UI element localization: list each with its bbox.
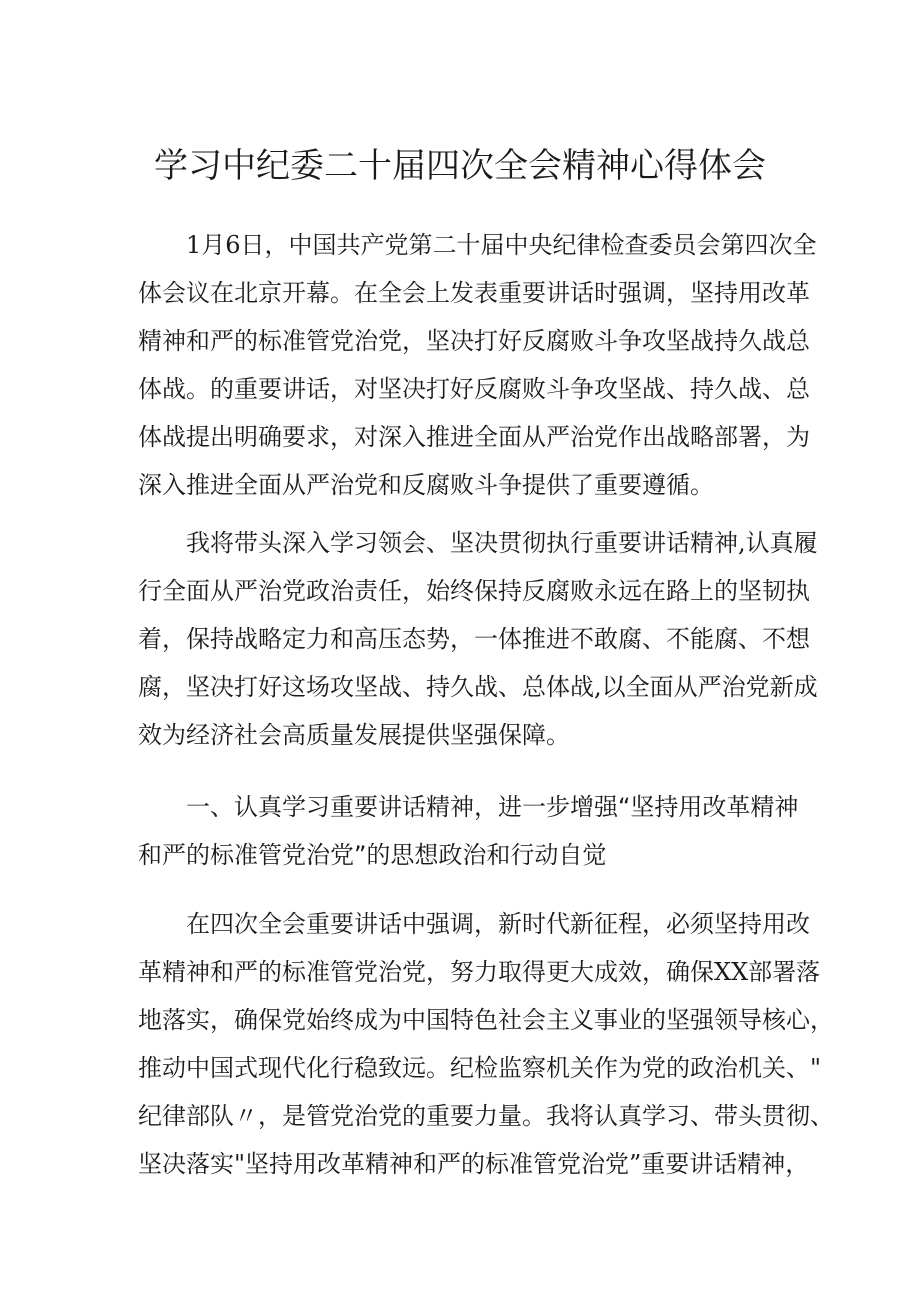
paragraph-2-line: 行全面从严治党政治责任，始终保持反腐败永远在路上的坚韧执 [138,577,810,605]
paragraph-1-line: 1月6日，中国共产党第二十届中央纪律检查委员会第四次全 [186,231,817,259]
paragraph-1-line: 体战。的重要讲话，对坚决打好反腐败斗争攻坚战、持久战、总 [138,375,810,403]
paragraph-3-line: 在四次全会重要讲话中强调，新时代新征程，必须坚持用改 [186,910,810,938]
paragraph-2-line: 效为经济社会高质量发展提供坚强保障。 [138,721,570,749]
paragraph-2-line: 我将带头深入学习领会、坚决贯彻执行重要讲话精神,认真履 [186,529,818,557]
paragraph-3-line: 推动中国式现代化行稳致远。纪检监察机关作为党的政治机关、" [138,1054,822,1082]
document-title: 学习中纪委二十届四次全会精神心得体会 [154,146,766,186]
paragraph-1-line: 体会议在北京开幕。在全会上发表重要讲话时强调，坚持用改革 [138,279,810,307]
section-heading-line: 和严的标准管党治党”的思想政治和行动自觉 [138,841,607,869]
paragraph-3-line: 纪律部队〃，是管党治党的重要力量。我将认真学习、带头贯彻、 [138,1102,834,1130]
paragraph-3-line: 地落实，确保党始终成为中国特色社会主义事业的坚强领导核心， [138,1006,834,1034]
paragraph-1-line: 精神和严的标准管党治党，坚决打好反腐败斗争攻坚战持久战总 [138,327,810,355]
paragraph-3-line: 革精神和严的标准管党治党，努力取得更大成效，确保XX部署落 [138,958,821,986]
paragraph-1-line: 深入推进全面从严治党和反腐败斗争提供了重要遵循。 [138,471,714,499]
section-heading-line: 一、认真学习重要讲话精神，进一步增强“坚持用改革精神 [186,793,799,821]
paragraph-3-line: 坚决落实"坚持用改革精神和严的标准管党治党”重要讲话精神， [138,1150,810,1178]
paragraph-2-line: 腐，坚决打好这场攻坚战、持久战、总体战,以全面从严治党新成 [138,673,818,701]
paragraph-2-line: 着，保持战略定力和高压态势，一体推进不敢腐、不能腐、不想 [138,625,810,653]
paragraph-1-line: 体战提出明确要求，对深入推进全面从严治党作出战略部署，为 [138,423,810,451]
